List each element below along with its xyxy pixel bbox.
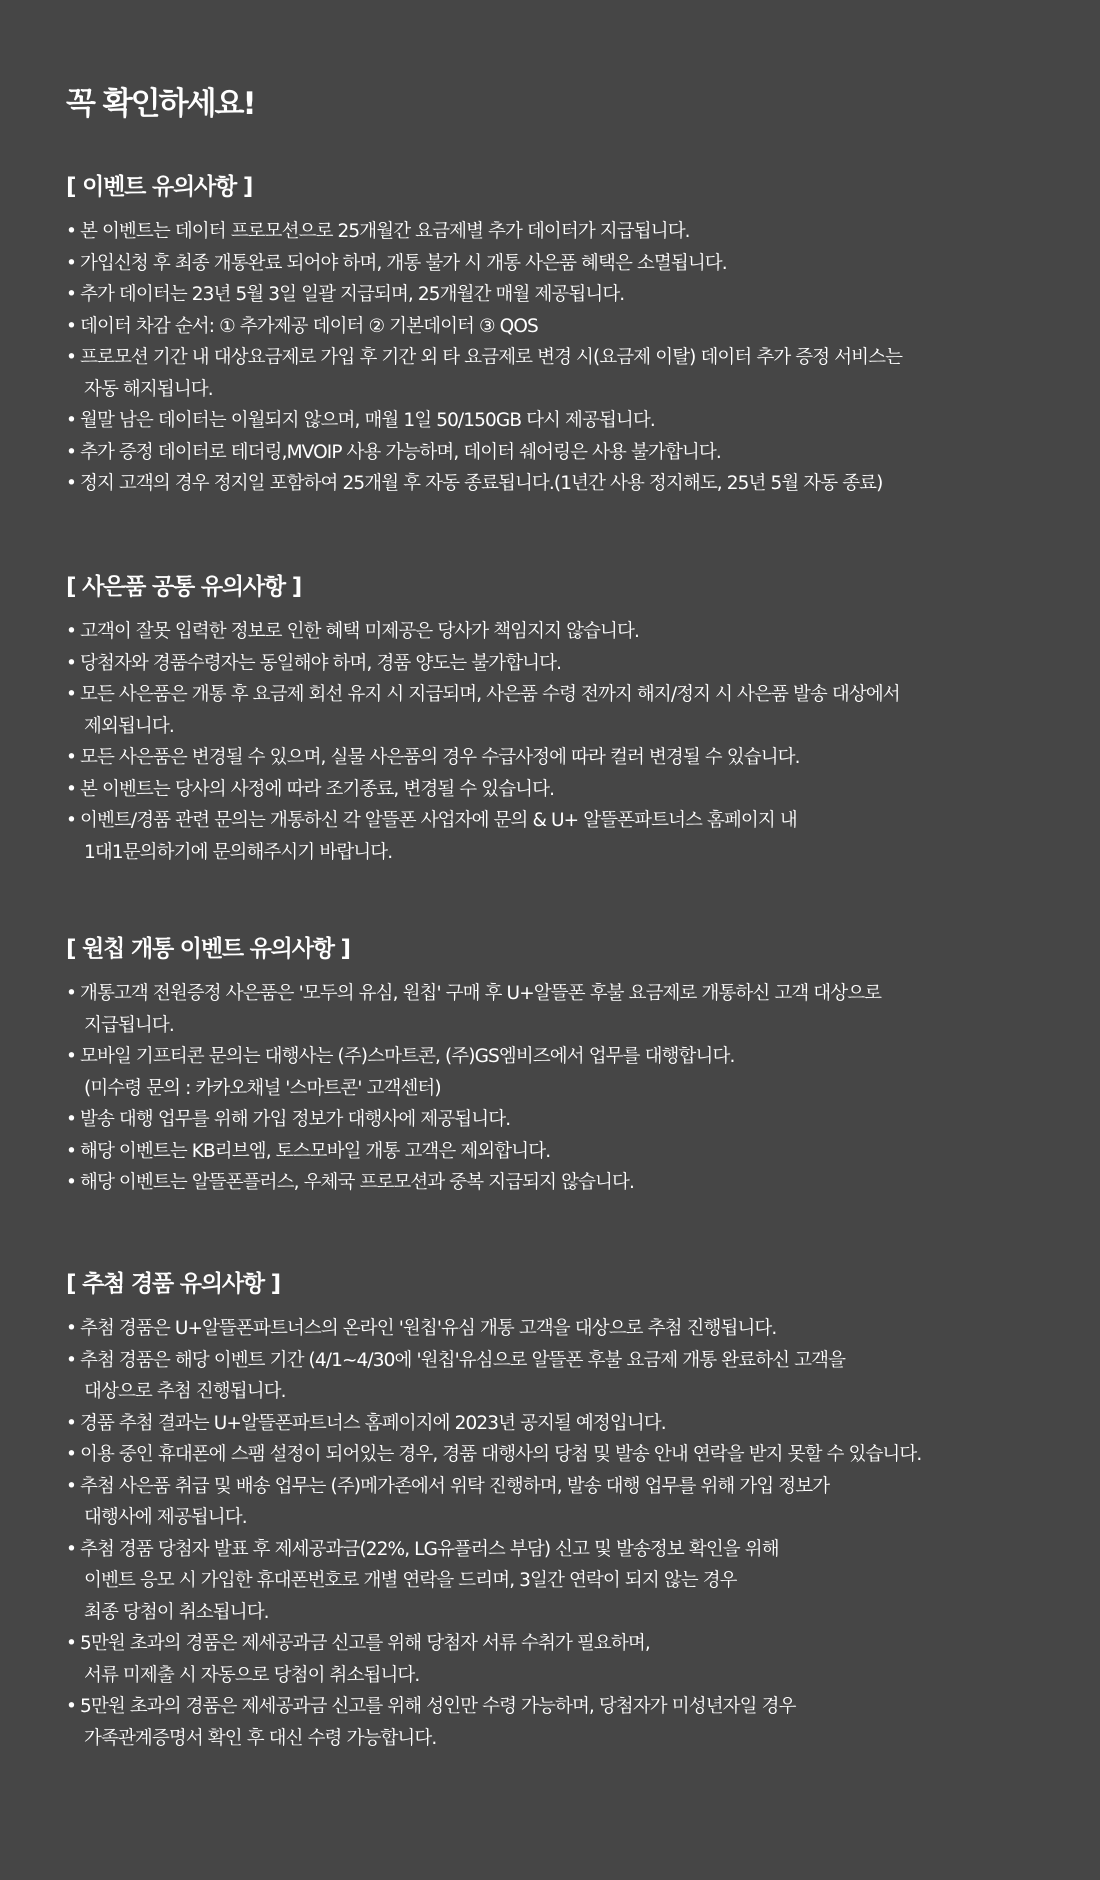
section-title: [ 사은품 공통 유의사항 ] (66, 574, 302, 600)
list-item (66, 216, 1066, 248)
bullet-icon: • (66, 284, 77, 305)
bullet-icon: • (66, 347, 77, 368)
list-item-text: 추첨 경품 당첨자 발표 후 제세공과금(22%, LG유플러스 부담) 신고 및 발송정보 확인을 위해 (80, 1538, 779, 1560)
bullet-icon: • (66, 621, 77, 642)
list-item (66, 1167, 1066, 1199)
bullet-icon: • (66, 441, 77, 463)
list-item-text: 대행사에 제공됩니다. (84, 1507, 247, 1528)
list-item (66, 1313, 1066, 1345)
bullet-icon: • (66, 252, 77, 274)
list-item-text: 제외됩니다. (84, 715, 174, 737)
onechip-event-notice-section (66, 932, 1066, 1199)
bullet-icon: • (66, 652, 77, 674)
bullet-icon: • (66, 1633, 77, 1654)
list-item-text: 추가 증정 데이터로 테더링,MVOIP 사용 가능하며, 데이터 쉐어링은 사용 불가합니다. (80, 441, 721, 463)
section-title: [ 원칩 개통 이벤트 유의사항 ] (66, 936, 350, 962)
bullet-icon: • (66, 315, 77, 337)
bullet-icon: • (66, 684, 77, 705)
draw-prize-notice-section (66, 1267, 1066, 1754)
list-item-text: 서류 미제출 시 자동으로 당첨이 취소됩니다. (84, 1664, 420, 1686)
page-title: 꼭 확인하세요! (66, 86, 255, 122)
list-item-text: 개통고객 전원증정 사은품은 '모두의 유심, 원칩' 구매 후 U+알뜰폰 후불 요금제로 개통하신 고객 대상으로 (80, 983, 882, 1004)
list-item-text: 모바일 기프티콘 문의는 대행사는 (주)스마트콘, (주)GS엠비즈에서 업무를 대행합니다. (80, 1046, 735, 1067)
list-item (66, 248, 1066, 280)
bullet-icon: • (66, 221, 77, 242)
list-item (66, 1471, 1066, 1534)
list-item-text: 이벤트/경품 관련 문의는 개통하신 각 알뜰폰 사업자에 문의 & U+ 알뜰폰파트너스 홈페이지 내 (80, 810, 797, 831)
notice-list (66, 978, 1066, 1199)
list-item (66, 437, 1066, 469)
list-item-text: 이벤트 응모 시 가입한 휴대폰번호로 개별 연락을 드리며, 3일간 연락이 되지 않는 경우 (84, 1570, 737, 1591)
bullet-icon: • (66, 810, 77, 831)
list-item (66, 311, 1066, 343)
bullet-icon: • (66, 1696, 77, 1717)
notice-list (66, 1313, 1066, 1754)
list-item-text: 대상으로 추첨 진행됩니다. (84, 1381, 286, 1402)
list-item-text: 데이터 차감 순서: ① 추가제공 데이터 ② 기본데이터 ③ QOS (80, 315, 538, 337)
list-item-text: 경품 추첨 결과는 U+알뜰폰파트너스 홈페이지에 2023년 공지될 예정입니다. (80, 1412, 666, 1434)
bullet-icon: • (66, 1412, 77, 1434)
bullet-icon: • (66, 1109, 77, 1130)
list-item-text: 추가 데이터는 23년 5월 3일 일괄 지급되며, 25개월간 매월 제공됩니다. (80, 284, 625, 305)
list-item-text: 5만원 초과의 경품은 제세공과금 신고를 위해 성인만 수령 가능하며, 당첨자가 미성년자일 경우 (80, 1696, 796, 1717)
list-item-text: 발송 대행 업무를 위해 가입 정보가 대행사에 제공됩니다. (80, 1109, 511, 1130)
gift-common-notice-section (66, 570, 1066, 868)
notice-list (66, 616, 1066, 868)
bullet-icon: • (66, 1538, 77, 1560)
list-item-text: 고객이 잘못 입력한 정보로 인한 혜택 미제공은 당사가 책임지지 않습니다. (80, 621, 639, 642)
list-item-text: (미수령 문의 : 카카오채널 '스마트콘' 고객센터) (84, 1077, 441, 1099)
list-item (66, 405, 1066, 437)
list-item-text: 모든 사은품은 변경될 수 있으며, 실물 사은품의 경우 수급사정에 따라 컬러 변경될 수 있습니다. (80, 747, 800, 768)
list-item-text: 5만원 초과의 경품은 제세공과금 신고를 위해 당첨자 서류 수취가 필요하며, (80, 1633, 650, 1654)
list-item-text: 해당 이벤트는 KB리브엠, 토스모바일 개통 고객은 제외합니다. (80, 1140, 551, 1162)
list-item (66, 1408, 1066, 1440)
list-item-text: 자동 해지됩니다. (84, 378, 213, 400)
list-item-text: 월말 남은 데이터는 이월되지 않으며, 매월 1일 50/150GB 다시 제공됩니다. (80, 410, 655, 431)
list-item-text: 가족관계증명서 확인 후 대신 수령 가능합니다. (84, 1727, 437, 1749)
list-item-text: 1대1문의하기에 문의해주시기 바랍니다. (84, 841, 393, 863)
list-item (66, 805, 1066, 868)
bullet-icon: • (66, 473, 77, 494)
list-item (66, 648, 1066, 680)
list-item-text: 정지 고객의 경우 정지일 포함하여 25개월 후 자동 종료됩니다.(1년간 사용 정지해도, 25년 5월 자동 종료) (80, 473, 883, 494)
list-item (66, 978, 1066, 1041)
list-item (66, 679, 1066, 742)
section-title: [ 이벤트 유의사항 ] (66, 174, 253, 200)
list-item (66, 279, 1066, 311)
bullet-icon: • (66, 747, 77, 768)
list-item (66, 1104, 1066, 1136)
bullet-icon: • (66, 1475, 77, 1497)
list-item (66, 1041, 1066, 1104)
list-item (66, 1136, 1066, 1168)
bullet-icon: • (66, 778, 77, 800)
list-item (66, 1691, 1066, 1754)
list-item-text: 추첨 경품은 해당 이벤트 기간 (4/1~4/30에 '원칩'유심으로 알뜰폰 후불 요금제 개통 완료하신 고객을 (80, 1349, 846, 1371)
bullet-icon: • (66, 1444, 77, 1465)
list-item-text: 추첨 사은품 취급 및 배송 업무는 (주)메가존에서 위탁 진행하며, 발송 대행 업무를 위해 가입 정보가 (80, 1475, 830, 1497)
list-item-text: 모든 사은품은 개통 후 요금제 회선 유지 시 지급되며, 사은품 수령 전까지 해지/정지 시 사은품 발송 대상에서 (80, 684, 900, 705)
bullet-icon: • (66, 983, 77, 1004)
event-notice-section (66, 170, 1066, 500)
list-item-text: 지급됩니다. (84, 1014, 174, 1036)
list-item-text: 본 이벤트는 당사의 사정에 따라 조기종료, 변경될 수 있습니다. (80, 778, 555, 800)
list-item-text: 추첨 경품은 U+알뜰폰파트너스의 온라인 '원칩'유심 개통 고객을 대상으로 추첨 진행됩니다. (80, 1318, 777, 1339)
bullet-icon: • (66, 1046, 77, 1067)
list-item-text: 프로모션 기간 내 대상요금제로 가입 후 기간 외 타 요금제로 변경 시(요금제 이탈) 데이터 추가 증정 서비스는 (80, 347, 903, 368)
list-item (66, 616, 1066, 648)
list-item-text: 해당 이벤트는 알뜰폰플러스, 우체국 프로모션과 중복 지급되지 않습니다. (80, 1172, 634, 1193)
bullet-icon: • (66, 1318, 77, 1339)
list-item-text: 본 이벤트는 데이터 프로모션으로 25개월간 요금제별 추가 데이터가 지급됩니다. (80, 221, 690, 242)
list-item (66, 468, 1066, 500)
list-item (66, 1345, 1066, 1408)
list-item-text: 이용 중인 휴대폰에 스팸 설정이 되어있는 경우, 경품 대행사의 당첨 및 발송 안내 연락을 받지 못할 수 있습니다. (80, 1444, 922, 1465)
list-item (66, 742, 1066, 774)
notice-list (66, 216, 1066, 500)
list-item-text: 가입신청 후 최종 개통완료 되어야 하며, 개통 불가 시 개통 사은품 혜택은 소멸됩니다. (80, 252, 727, 274)
list-item (66, 1439, 1066, 1471)
list-item (66, 774, 1066, 806)
bullet-icon: • (66, 410, 77, 431)
bullet-icon: • (66, 1140, 77, 1162)
list-item (66, 1534, 1066, 1629)
list-item-text: 최종 당첨이 취소됩니다. (84, 1601, 269, 1623)
bullet-icon: • (66, 1349, 77, 1371)
list-item-text: 당첨자와 경품수령자는 동일해야 하며, 경품 양도는 불가합니다. (80, 652, 562, 674)
list-item (66, 342, 1066, 405)
section-title: [ 추첨 경품 유의사항 ] (66, 1271, 280, 1297)
bullet-icon: • (66, 1172, 77, 1193)
list-item (66, 1628, 1066, 1691)
